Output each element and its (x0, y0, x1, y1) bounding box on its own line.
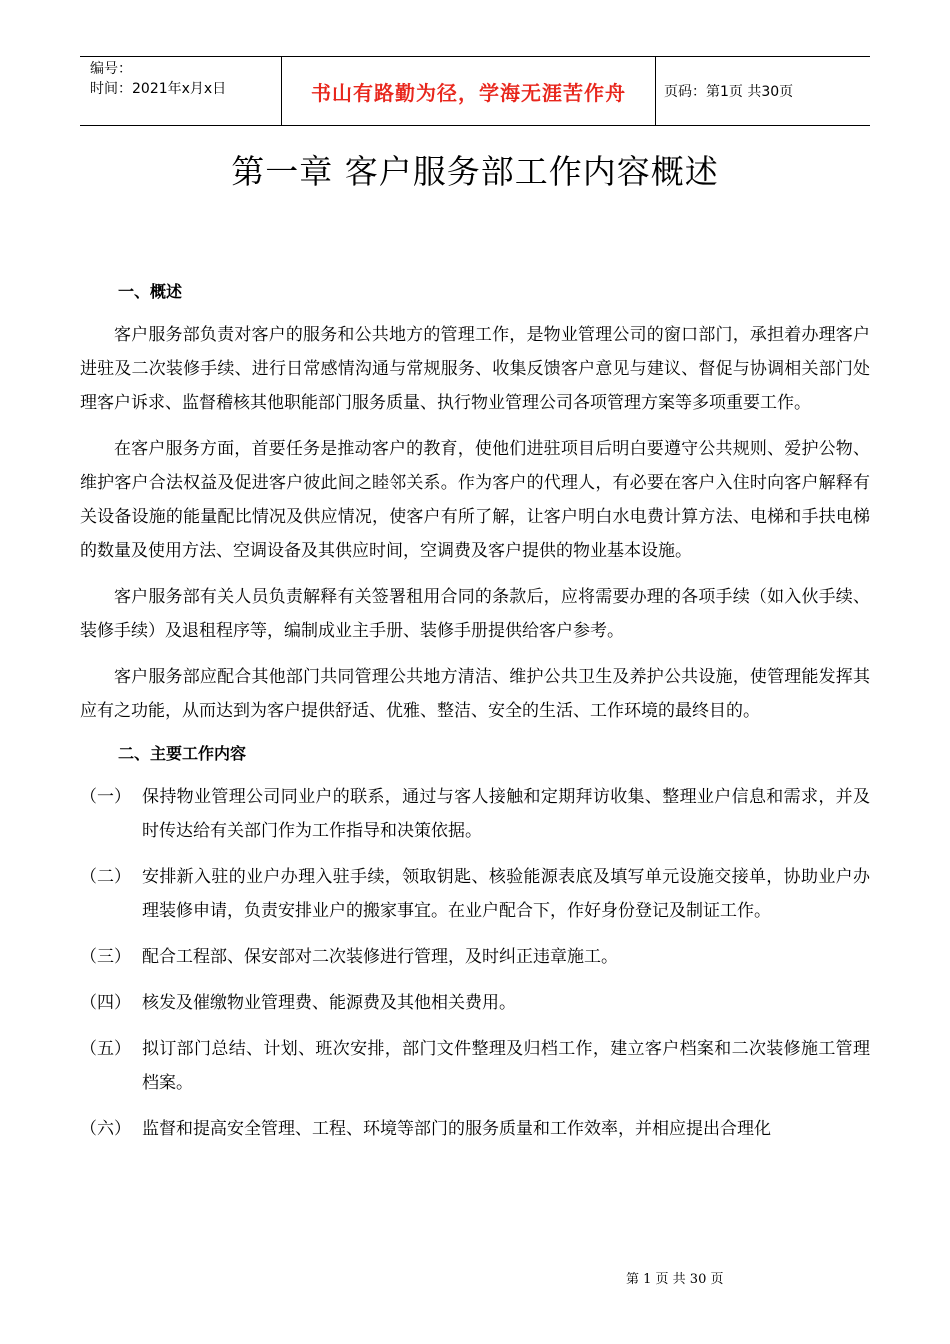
list-item (80, 860, 870, 928)
paragraph: 在客户服务方面，首要任务是推动客户的教育，使他们进驻项目后明白要遵守公共规则、爱护公物、维护客户合法权益及促进客户彼此间之睦邻关系。作为客户的代理人，有必要在客户入住时向客户解释有关设备设施的能量配比情况及供应情况，使客户有所了解，让客户明白水电费计算方法、电梯和手扶电梯的数量及使用方法、空调设备及其供应时间，空调费及客户提供的物业基本设施。 (80, 439, 870, 561)
document-number-label: 编号： (90, 61, 132, 77)
list-item (80, 1032, 870, 1100)
header-motto: 书山有路勤为径，学海无涯苦作舟 (281, 57, 656, 125)
document-time-label: 时间：2021年x月x日 (90, 81, 227, 97)
header-meta (90, 59, 226, 99)
list-item-text: 安排新入驻的业户办理入驻手续，领取钥匙、核验能源表底及填写单元设施交接单，协助业户办理装修申请，负责安排业户的搬家事宜。在业户配合下，作好身份登记及制证工作。 (142, 867, 870, 921)
page-footer: 第 1 页 共 30 页 (626, 1272, 724, 1287)
list-item-number: （二） (80, 867, 131, 887)
list-item-number: （三） (80, 947, 131, 967)
list-item-number: （六） (80, 1119, 131, 1139)
list-item (80, 1112, 870, 1146)
chapter-title: 第一章 客户服务部工作内容概述 (231, 152, 719, 191)
list-item-number: （五） (80, 1039, 131, 1059)
paragraph: 客户服务部应配合其他部门共同管理公共地方清洁、维护公共卫生及养护公共设施，使管理能发挥其应有之功能，从而达到为客户提供舒适、优雅、整洁、安全的生活、工作环境的最终目的。 (80, 667, 870, 721)
list-item (80, 940, 870, 974)
document-body (80, 278, 870, 1158)
section-heading-main-work: 二、主要工作内容 (118, 744, 247, 763)
list-item (80, 986, 870, 1020)
header-page-info: 页码：第1页 共30页 (664, 84, 794, 100)
list-item-text: 监督和提高安全管理、工程、环境等部门的服务质量和工作效率，并相应提出合理化 (142, 1119, 771, 1139)
section-heading-overview: 一、概述 (118, 282, 183, 301)
paragraph: 客户服务部有关人员负责解释有关签署租用合同的条款后，应将需要办理的各项手续（如入伙手续、装修手续）及退租程序等，编制成业主手册、装修手册提供给客户参考。 (80, 587, 870, 641)
list-item-text: 核发及催缴物业管理费、能源费及其他相关费用。 (142, 993, 516, 1013)
list-item-number: （四） (80, 993, 131, 1013)
list-item-text: 保持物业管理公司同业户的联系，通过与客人接触和定期拜访收集、整理业户信息和需求，并及时传达给有关部门作为工作指导和决策依据。 (142, 787, 870, 841)
list-item-text: 配合工程部、保安部对二次装修进行管理，及时纠正违章施工。 (142, 947, 618, 967)
list-item-text: 拟订部门总结、计划、班次安排，部门文件整理及归档工作，建立客户档案和二次装修施工管理档案。 (142, 1039, 870, 1093)
page-header (80, 56, 870, 126)
paragraph: 客户服务部负责对客户的服务和公共地方的管理工作，是物业管理公司的窗口部门，承担着办理客户进驻及二次装修手续、进行日常感情沟通与常规服务、收集反馈客户意见与建议、督促与协调相关部门处理客户诉求、监督稽核其他职能部门服务质量、执行物业管理公司各项管理方案等多项重要工作。 (80, 325, 870, 413)
list-item-number: （一） (80, 787, 131, 807)
list-item (80, 780, 870, 848)
